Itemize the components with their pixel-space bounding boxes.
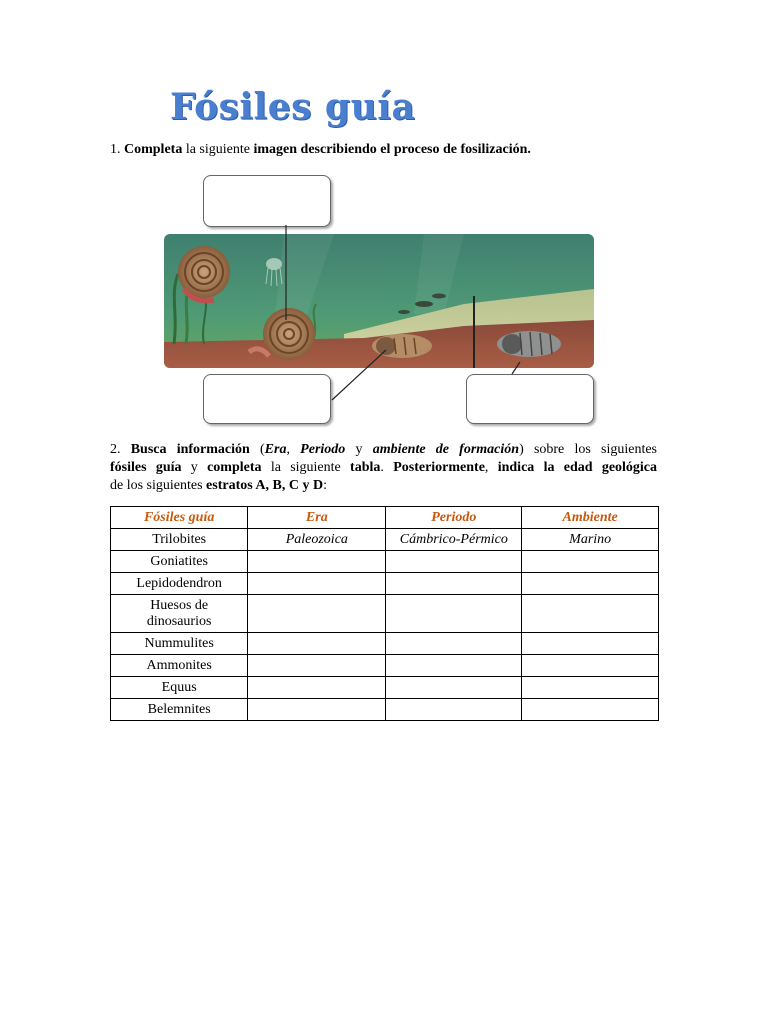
fossil-name-line: Huesos de [150,597,209,613]
q2-text: y [181,460,208,475]
era-cell[interactable] [248,595,386,633]
q1-bold-2: imagen describiendo el proceso de fosilización. [253,142,531,157]
periodo-cell[interactable] [386,677,522,699]
table-row [111,655,659,677]
fossils-table [110,506,659,721]
periodo-cell[interactable] [386,633,522,655]
periodo-cell[interactable] [386,595,522,633]
q2-era: Era [264,442,287,457]
era-cell[interactable] [248,551,386,573]
table-header-row [111,507,659,529]
q2-text: y [345,442,373,457]
q2-line-3 [110,477,657,495]
fossil-name: Goniatites [111,551,248,573]
q1-text: la siguiente [182,142,254,157]
q2-text: ) sobre los siguientes [519,442,657,457]
era-cell[interactable] [248,655,386,677]
ambiente-cell[interactable] [522,699,659,721]
periodo-cell[interactable] [386,699,522,721]
ambiente-cell[interactable] [522,595,659,633]
fossil-name: Nummulites [111,633,248,655]
fossil-name: Trilobites [111,529,248,551]
q2-completa: completa [207,460,262,475]
q2-fosiles-guia: fósiles guía [110,460,182,475]
ambiente-cell[interactable] [522,633,659,655]
header-ambiente: Ambiente [522,507,659,529]
table-row [111,677,659,699]
fossil-name: Lepidodendron [111,573,248,595]
header-periodo: Periodo [386,507,522,529]
era-cell[interactable] [248,573,386,595]
periodo-cell[interactable] [386,655,522,677]
question-1 [110,142,531,158]
fossil-name-line: dinosaurios [146,613,212,629]
era-cell[interactable]: Paleozoica [248,529,386,551]
fossil-name: Belemnites [111,699,248,721]
ambiente-cell[interactable]: Marino [522,529,659,551]
question-2 [110,441,657,495]
q2-number: 2. [110,442,121,457]
q2-tabla: tabla [350,460,381,475]
table-row [111,699,659,721]
periodo-cell[interactable]: Cámbrico-Pérmico [386,529,522,551]
q2-text: de los siguientes [110,478,207,493]
fossilization-figure [160,170,600,430]
ambiente-cell[interactable] [522,655,659,677]
q2-text: , [286,442,301,457]
q2-text: : [323,478,327,493]
q2-posteriormente: Posteriormente [393,460,485,475]
ambiente-cell[interactable] [522,677,659,699]
connector-lines [160,170,600,430]
ambiente-cell[interactable] [522,573,659,595]
era-cell[interactable] [248,633,386,655]
periodo-cell[interactable] [386,551,522,573]
fossil-name: Ammonites [111,655,248,677]
q2-text: , [484,460,498,475]
header-fosiles-guia: Fósiles guía [111,507,248,529]
q2-ambiente: ambiente de formación [372,442,520,457]
q2-edad-geologica: indica la edad geológica [497,460,658,475]
era-cell[interactable] [248,699,386,721]
q2-text: . [380,460,394,475]
ambiente-cell[interactable] [522,551,659,573]
page-title: Fósiles guía [170,86,416,128]
q2-line-1 [110,441,657,459]
q2-text: la siguiente [261,460,351,475]
q2-text: ( [249,442,265,457]
table-row [111,529,659,551]
fossil-name [111,595,248,633]
table-row [111,573,659,595]
q1-bold-1: Completa [124,142,183,157]
q2-bold-busca: Busca información [130,442,250,457]
periodo-cell[interactable] [386,573,522,595]
q1-number: 1. [110,142,121,157]
header-era: Era [248,507,386,529]
q2-line-2 [110,459,657,477]
q2-estratos: estratos A, B, C y D [206,478,324,493]
fossil-name: Equus [111,677,248,699]
table-row [111,551,659,573]
era-cell[interactable] [248,677,386,699]
table-row [111,595,659,633]
table-row [111,633,659,655]
q2-periodo: Periodo [300,442,346,457]
